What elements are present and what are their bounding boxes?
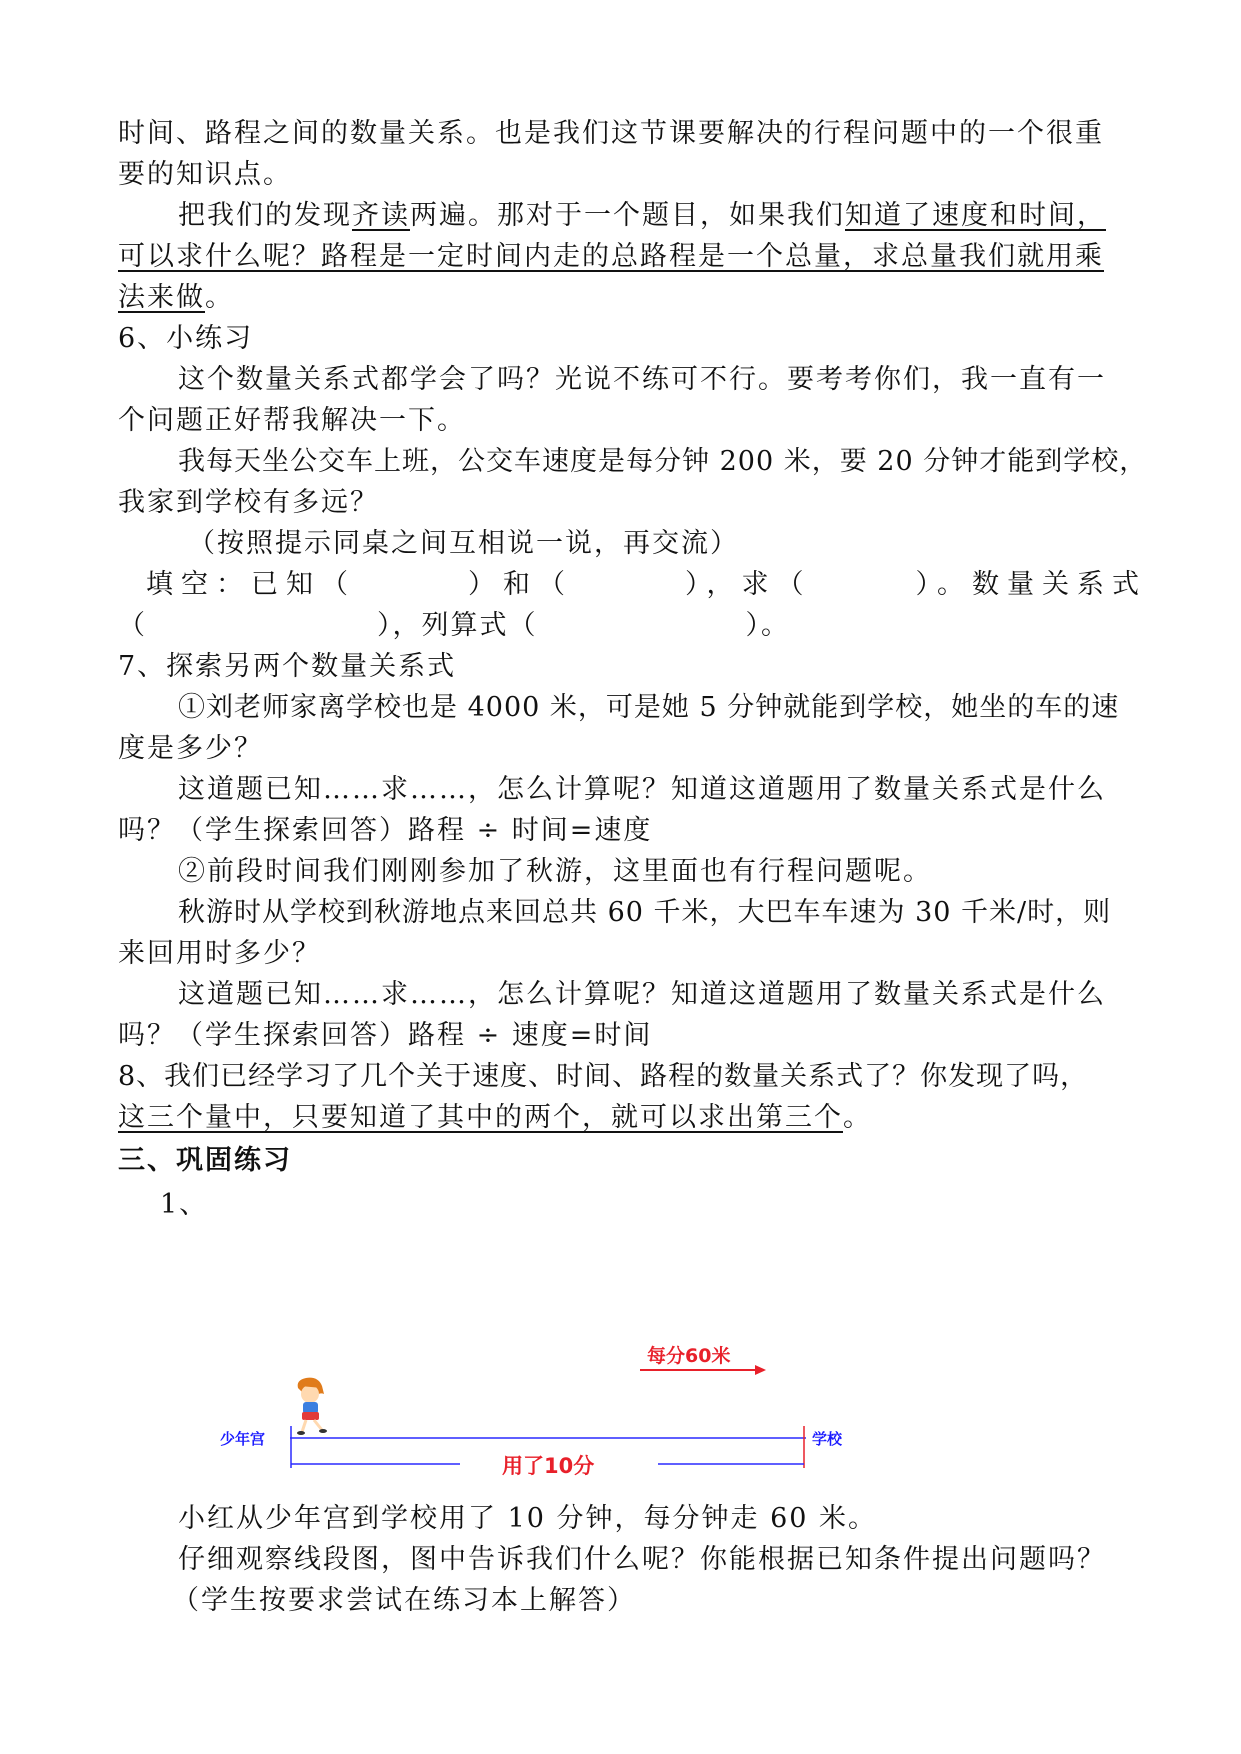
text-span: ），求（ [685, 569, 812, 600]
text-line: 这道题已知……求……，怎么计算呢？知道这道题用了数量关系式是什么 [178, 979, 1106, 1010]
text-span: 。 [205, 282, 234, 313]
text-line: 我家到学校有多远？ [118, 487, 379, 518]
text-span: 把我们的发现 [178, 200, 352, 231]
text-line: ②前段时间我们刚刚参加了秋游，这里面也有行程问题呢。 [178, 856, 932, 887]
text-line: 时间、路程之间的数量关系。也是我们这节课要解决的行程问题中的一个很重 [118, 118, 1104, 149]
text-span: 两遍。那对于一个题目，如果我们 [410, 200, 845, 231]
text-line: （按照提示同桌之间互相说一说，再交流） [188, 528, 739, 559]
walking-girl-icon [297, 1378, 327, 1435]
text-line: 8、我们已经学习了几个关于速度、时间、路程的数量关系式了？你发现了吗， [118, 1061, 1089, 1092]
text-line: 我每天坐公交车上班，公交车速度是每分钟 200 米，要 20 分钟才能到学校， [178, 446, 1148, 477]
text-line: 来回用时多少？ [118, 938, 321, 969]
start-label: 少年宫 [220, 1430, 266, 1448]
underlined-text: 路程是一定时间内走的总路程是一个总量，求总量我们就用乘 [321, 241, 1104, 272]
text-span: 。 [843, 1102, 872, 1133]
text-span: ），列算式（ [377, 610, 538, 641]
text-span: ）。 [745, 610, 790, 641]
text-span: （ [118, 610, 147, 641]
text-span: 填空：已知（ [146, 569, 356, 600]
text-line: 吗？（学生探索回答）路程 ÷ 时间=速度 [118, 815, 653, 846]
text-span: ）和（ [468, 569, 573, 600]
text-line: 这个数量关系式都学会了吗？光说不练可不行。要考考你们，我一直有一 [178, 364, 1106, 395]
text-span: ）。数量关系式 [915, 569, 1147, 600]
underlined-text: 这三个量中，只要知道了其中的两个，就可以求出第三个 [118, 1102, 843, 1133]
text-line: 仔细观察线段图，图中告诉我们什么呢？你能根据已知条件提出问题吗？ [178, 1544, 1106, 1575]
text-line [118, 239, 1104, 275]
text-line [118, 280, 234, 316]
text-line: （学生按要求尝试在练习本上解答） [172, 1585, 636, 1616]
text-line: 个问题正好帮我解决一下。 [118, 405, 466, 436]
arrow-head-icon [755, 1365, 766, 1375]
fill-blank-line [146, 567, 1147, 603]
text-line: 度是多少？ [118, 733, 263, 764]
text-line [178, 198, 1106, 234]
end-label: 学校 [812, 1430, 843, 1448]
underlined-text: 法来做 [118, 282, 205, 313]
speed-label: 每分60米 [647, 1345, 731, 1367]
text-line: 小红从少年宫到学校用了 10 分钟，每分钟走 60 米。 [178, 1503, 878, 1534]
time-label: 用了10分 [502, 1454, 595, 1478]
item-number: 1、 [160, 1189, 209, 1220]
line-segment-diagram [210, 1340, 910, 1490]
text-line [118, 1100, 872, 1136]
text-line: 要的知识点。 [118, 159, 292, 190]
text-line: ①刘老师家离学校也是 4000 米，可是她 5 分钟就能到学校，她坐的车的速 [178, 692, 1120, 723]
text-line: 吗？（学生探索回答）路程 ÷ 速度=时间 [118, 1020, 653, 1051]
fill-blank-line [118, 608, 790, 644]
text-line: 秋游时从学校到秋游地点来回总共 60 千米，大巴车车速为 30 千米/时，则 [178, 897, 1112, 928]
section-heading: 7、探索另两个数量关系式 [118, 651, 457, 682]
underlined-text: 可以求什么呢？ [118, 241, 321, 272]
section-heading: 6、小练习 [118, 323, 254, 354]
underlined-text: 知道了速度和时间， [845, 200, 1106, 231]
text-line: 这道题已知……求……，怎么计算呢？知道这道题用了数量关系式是什么 [178, 774, 1106, 805]
section-heading-bold: 三、巩固练习 [118, 1145, 292, 1176]
underlined-text: 齐读 [352, 200, 410, 231]
